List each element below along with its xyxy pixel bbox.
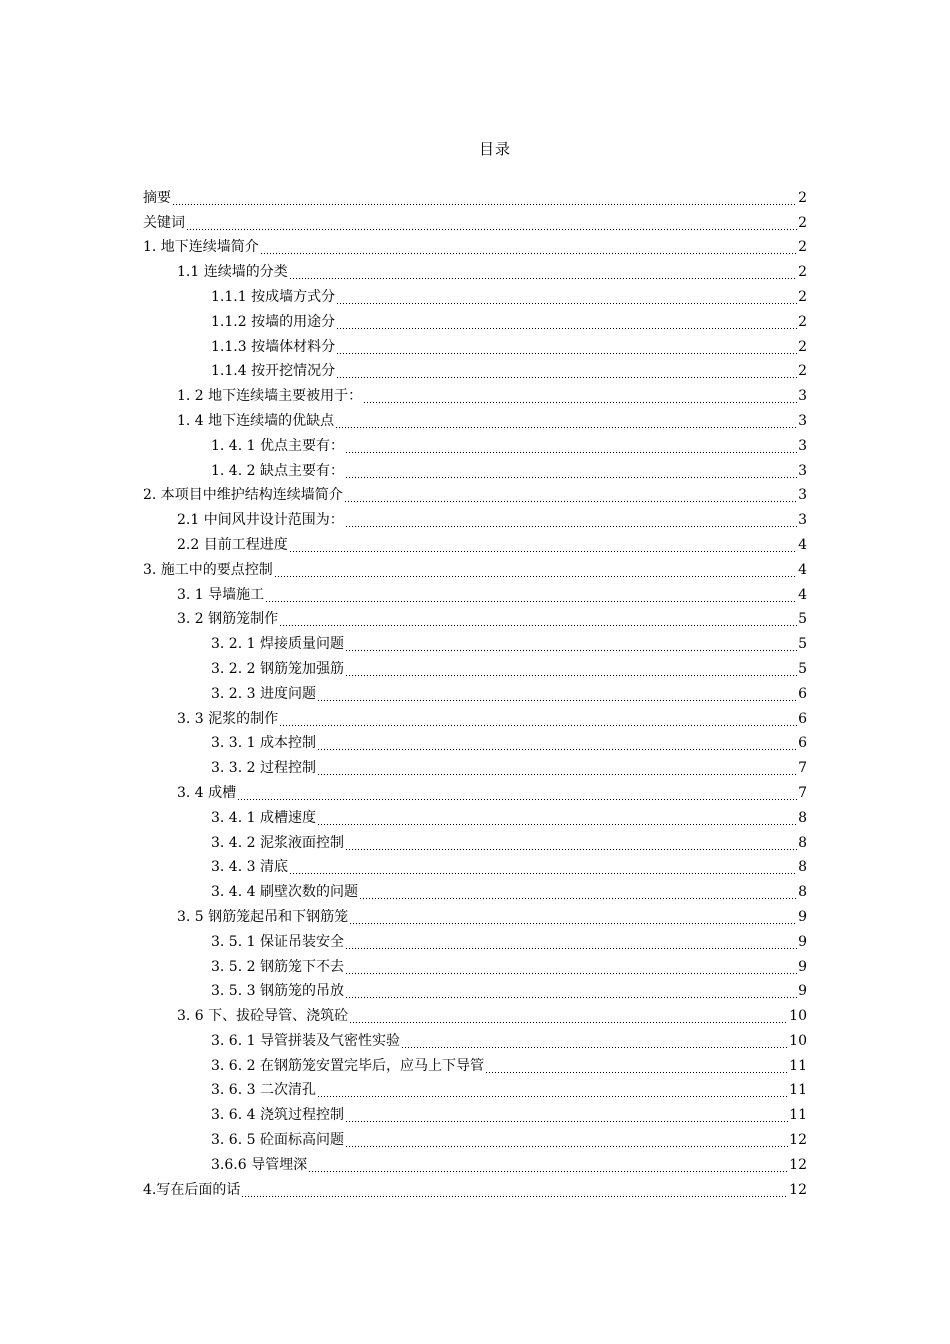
toc-entry[interactable]: [143, 1175, 807, 1200]
toc-entry[interactable]: [143, 952, 807, 977]
toc-entry[interactable]: [143, 1076, 807, 1101]
dot-leader: [359, 882, 797, 902]
toc-entry-title: 1. 地下连续墙简介: [143, 239, 259, 256]
toc-entry-page-number: 4: [798, 586, 807, 603]
toc-entry[interactable]: [143, 853, 807, 878]
toc-entry-page-number: 7: [798, 760, 807, 777]
toc-entry-page-number: 11: [789, 1107, 807, 1124]
toc-entry-page-number: 3: [798, 388, 807, 405]
dot-leader: [344, 485, 797, 505]
toc-entry[interactable]: [143, 505, 807, 530]
toc-entry-page-number: 2: [798, 214, 807, 231]
toc-entry-title: 1. 2 地下连续墙主要被用于：: [177, 388, 363, 405]
dot-leader: [317, 808, 797, 828]
toc-entry-title: 1. 4. 1 优点主要有：: [211, 437, 344, 454]
toc-entry-title: 3.6.6 导管埋深: [211, 1156, 308, 1173]
table-of-contents: [143, 183, 807, 1200]
toc-entry-page-number: 9: [798, 983, 807, 1000]
toc-entry[interactable]: [143, 605, 807, 630]
toc-entry-page-number: 4: [798, 536, 807, 553]
toc-entry-page-number: 6: [798, 685, 807, 702]
dot-leader: [289, 857, 797, 877]
toc-entry-page-number: 5: [798, 660, 807, 677]
toc-entry[interactable]: [143, 1001, 807, 1026]
toc-entry[interactable]: [143, 456, 807, 481]
toc-entry-title: 3. 3. 1 成本控制: [211, 735, 316, 752]
toc-entry[interactable]: [143, 257, 807, 282]
toc-entry-title: 3. 施工中的要点控制: [143, 561, 273, 578]
dot-leader: [336, 361, 797, 381]
toc-entry-page-number: 8: [798, 859, 807, 876]
toc-entry-title: 1.1 连续墙的分类: [177, 264, 288, 281]
toc-entry-page-number: 7: [798, 784, 807, 801]
toc-entry-title: 3. 6. 3 二次清孔: [211, 1082, 316, 1099]
dot-leader: [317, 1080, 788, 1100]
toc-entry-title: 3. 2. 2 钢筋笼加强筋: [211, 660, 344, 677]
toc-entry[interactable]: [143, 282, 807, 307]
dot-leader: [345, 1130, 788, 1150]
dot-leader: [289, 262, 797, 282]
toc-entry-page-number: 3: [798, 437, 807, 454]
dot-leader: [260, 237, 797, 257]
dot-leader: [308, 1155, 788, 1175]
toc-entry-page-number: 3: [798, 412, 807, 429]
dot-leader: [336, 337, 797, 357]
toc-entry[interactable]: [143, 629, 807, 654]
toc-entry[interactable]: [143, 803, 807, 828]
toc-entry-title: 3. 3 泥浆的制作: [177, 710, 279, 727]
toc-entry-title: 3. 3. 2 过程控制: [211, 760, 316, 777]
dot-leader: [289, 535, 797, 555]
toc-entry-title: 1.1.4 按开挖情况分: [211, 363, 336, 380]
toc-entry[interactable]: [143, 307, 807, 332]
toc-entry[interactable]: [143, 530, 807, 555]
toc-entry-title: 摘要: [143, 189, 171, 206]
toc-entry[interactable]: [143, 877, 807, 902]
toc-entry-title: 3. 6. 4 浇筑过程控制: [211, 1107, 344, 1124]
toc-entry-page-number: 8: [798, 809, 807, 826]
toc-entry[interactable]: [143, 1100, 807, 1125]
toc-entry[interactable]: [143, 183, 807, 208]
toc-entry-title: 3. 5. 1 保证吊装安全: [211, 933, 344, 950]
toc-entry-title: 3. 6 下、拔砼导管、浇筑砼: [177, 1008, 349, 1025]
toc-entry[interactable]: [143, 729, 807, 754]
dot-leader: [336, 287, 797, 307]
toc-entry-page-number: 3: [798, 462, 807, 479]
toc-entry-title: 3. 2. 3 进度问题: [211, 685, 316, 702]
toc-entry-page-number: 10: [789, 1032, 807, 1049]
dot-leader: [345, 510, 797, 530]
toc-entry[interactable]: [143, 208, 807, 233]
toc-entry-page-number: 12: [789, 1156, 807, 1173]
toc-entry-page-number: 2: [798, 338, 807, 355]
toc-entry-page-number: 9: [798, 958, 807, 975]
toc-entry[interactable]: [143, 1150, 807, 1175]
toc-entry-page-number: 2: [798, 189, 807, 206]
dot-leader: [345, 1105, 788, 1125]
dot-leader: [401, 1031, 788, 1051]
dot-leader: [237, 783, 797, 803]
toc-entry-title: 2. 本项目中维护结构连续墙简介: [143, 487, 343, 504]
dot-leader: [345, 659, 797, 679]
toc-entry-title: 3. 4. 3 清底: [211, 859, 288, 876]
toc-entry[interactable]: [143, 679, 807, 704]
toc-entry-title: 3. 6. 1 导管拼装及气密性实验: [211, 1032, 400, 1049]
toc-entry-page-number: 2: [798, 288, 807, 305]
toc-entry-page-number: 3: [798, 512, 807, 529]
dot-leader: [279, 709, 797, 729]
dot-leader: [345, 957, 797, 977]
toc-entry[interactable]: [143, 1026, 807, 1051]
toc-entry[interactable]: [143, 704, 807, 729]
dot-leader: [345, 981, 797, 1001]
dot-leader: [241, 1180, 788, 1200]
dot-leader: [345, 634, 797, 654]
dot-leader: [345, 436, 797, 456]
toc-entry[interactable]: [143, 1051, 807, 1076]
toc-entry-title: 1.1.1 按成墙方式分: [211, 288, 336, 305]
toc-entry[interactable]: [143, 1125, 807, 1150]
toc-entry-page-number: 6: [798, 735, 807, 752]
toc-entry-title: 3. 4 成槽: [177, 784, 237, 801]
toc-entry-title: 2.2 目前工程进度: [177, 536, 288, 553]
toc-entry[interactable]: [143, 654, 807, 679]
toc-entry[interactable]: [143, 927, 807, 952]
dot-leader: [345, 833, 797, 853]
toc-entry[interactable]: [143, 233, 807, 258]
dot-leader: [485, 1056, 788, 1076]
toc-entry-title: 3. 5. 2 钢筋笼下不去: [211, 958, 344, 975]
dot-leader: [274, 560, 797, 580]
toc-entry-page-number: 9: [798, 933, 807, 950]
toc-entry-page-number: 10: [789, 1008, 807, 1025]
toc-entry-title: 3. 5. 3 钢筋笼的吊放: [211, 983, 344, 1000]
toc-entry-page-number: 9: [798, 908, 807, 925]
dot-leader: [172, 188, 797, 208]
toc-entry-title: 1.1.2 按墙的用途分: [211, 313, 336, 330]
toc-entry-page-number: 5: [798, 611, 807, 628]
toc-entry-page-number: 2: [798, 313, 807, 330]
dot-leader: [186, 213, 797, 233]
dot-leader: [363, 386, 797, 406]
toc-entry-page-number: 5: [798, 636, 807, 653]
toc-entry-page-number: 2: [798, 264, 807, 281]
toc-entry[interactable]: [143, 431, 807, 456]
toc-entry-title: 3. 4. 1 成槽速度: [211, 809, 316, 826]
toc-entry-title: 3. 2 钢筋笼制作: [177, 611, 279, 628]
dot-leader: [317, 684, 797, 704]
toc-entry-title: 3. 2. 1 焊接质量问题: [211, 636, 344, 653]
toc-entry[interactable]: [143, 481, 807, 506]
toc-entry-page-number: 6: [798, 710, 807, 727]
dot-leader: [349, 907, 797, 927]
toc-entry-page-number: 11: [789, 1082, 807, 1099]
toc-entry[interactable]: [143, 580, 807, 605]
toc-entry-title: 3. 5 钢筋笼起吊和下钢筋笼: [177, 908, 349, 925]
toc-entry-page-number: 11: [789, 1057, 807, 1074]
dot-leader: [345, 932, 797, 952]
toc-entry[interactable]: [143, 778, 807, 803]
toc-entry-page-number: 3: [798, 487, 807, 504]
toc-entry-title: 3. 4. 4 刷壁次数的问题: [211, 884, 358, 901]
dot-leader: [265, 585, 797, 605]
toc-entry[interactable]: [143, 332, 807, 357]
dot-leader: [345, 461, 797, 481]
toc-entry-title: 1. 4. 2 缺点主要有：: [211, 462, 344, 479]
toc-entry[interactable]: [143, 828, 807, 853]
dot-leader: [349, 1006, 788, 1026]
toc-entry[interactable]: [143, 357, 807, 382]
toc-entry-title: 3. 1 导墙施工: [177, 586, 265, 603]
toc-entry[interactable]: [143, 753, 807, 778]
toc-entry-page-number: 2: [798, 363, 807, 380]
toc-entry-title: 4.写在后面的话: [143, 1181, 241, 1198]
toc-entry-page-number: 8: [798, 834, 807, 851]
toc-entry[interactable]: [143, 381, 807, 406]
dot-leader: [336, 312, 797, 332]
toc-entry[interactable]: [143, 902, 807, 927]
toc-entry-page-number: 2: [798, 239, 807, 256]
toc-entry-page-number: 12: [789, 1181, 807, 1198]
toc-entry-title: 3. 4. 2 泥浆液面控制: [211, 834, 344, 851]
toc-entry[interactable]: [143, 977, 807, 1002]
dot-leader: [279, 609, 797, 629]
toc-entry-title: 3. 6. 2 在钢筋笼安置完毕后，应马上下导管: [211, 1057, 484, 1074]
toc-entry[interactable]: [143, 555, 807, 580]
toc-entry-page-number: 12: [789, 1132, 807, 1149]
toc-entry-title: 3. 6. 5 砼面标高问题: [211, 1132, 344, 1149]
toc-entry-page-number: 8: [798, 884, 807, 901]
toc-entry-title: 1. 4 地下连续墙的优缺点: [177, 412, 335, 429]
toc-title: 目录: [478, 140, 511, 158]
toc-entry-page-number: 4: [798, 561, 807, 578]
toc-entry-title: 1.1.3 按墙体材料分: [211, 338, 336, 355]
toc-entry-title: 关键词: [143, 214, 185, 231]
toc-entry-title: 2.1 中间风井设计范围为：: [177, 512, 344, 529]
dot-leader: [317, 758, 797, 778]
dot-leader: [335, 411, 797, 431]
dot-leader: [317, 733, 797, 753]
toc-entry[interactable]: [143, 406, 807, 431]
